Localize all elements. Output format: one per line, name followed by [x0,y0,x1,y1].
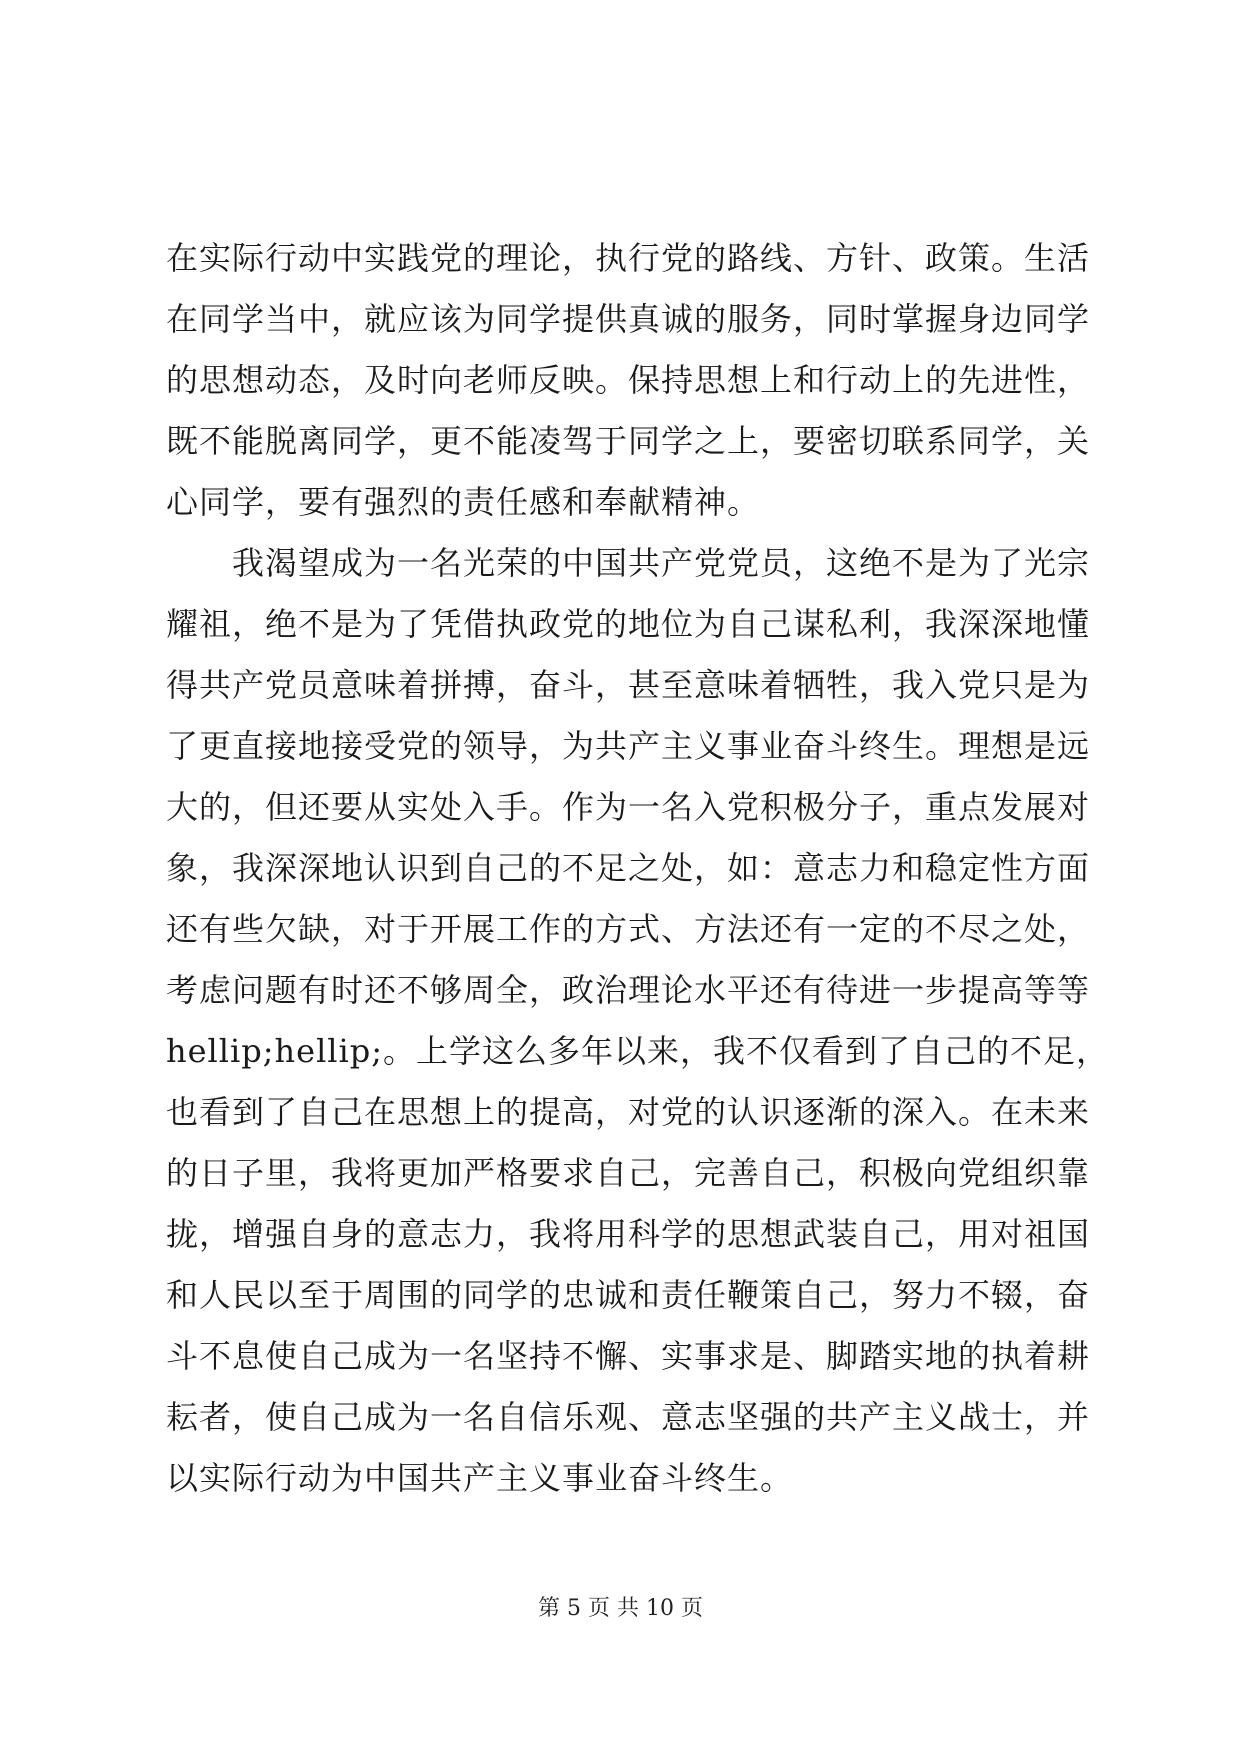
text-line: 得共产党员意味着拼搏，奋斗，甚至意味着牺牲，我入党只是为 [166,666,1091,704]
paragraph-2 [166,533,1110,1509]
text-line: 在同学当中，就应该为同学提供真诚的服务，同时掌握身边同学 [166,300,1091,338]
text-line: 的日子里，我将更加严格要求自己，完善自己，积极向党组织靠 [166,1154,1091,1192]
text-line: hellip;hellip;。上学这么多年以来，我不仅看到了自己的不足， [166,1032,1110,1070]
text-line: 大的，但还要从实处入手。作为一名入党积极分子，重点发展对 [166,788,1091,826]
text-line: 考虑问题有时还不够周全，政治理论水平还有待进一步提高等等 [166,971,1091,1009]
text-line: 耀祖，绝不是为了凭借执政党的地位为自己谋私利，我深深地懂 [166,605,1091,643]
text-line: 我渴望成为一名光荣的中国共产党党员，这绝不是为了光宗 [232,544,1091,582]
text-line: 斗不息使自己成为一名坚持不懈、实事求是、脚踏实地的执着耕 [166,1337,1091,1375]
text-line: 拢，增强自身的意志力，我将用科学的思想武装自己，用对祖国 [166,1215,1091,1253]
text-line: 也看到了自己在思想上的提高，对党的认识逐渐的深入。在未来 [166,1093,1091,1131]
text-line: 象，我深深地认识到自己的不足之处，如：意志力和稳定性方面 [166,849,1091,887]
text-line: 在实际行动中实践党的理论，执行党的路线、方针、政策。生活 [166,239,1091,277]
text-line: 耘者，使自己成为一名自信乐观、意志坚强的共产主义战士，并 [166,1398,1091,1436]
text-line: 了更直接地接受党的领导，为共产主义事业奋斗终生。理想是远 [166,727,1091,765]
paragraph-1 [166,228,1091,533]
text-line: 以实际行动为中国共产主义事业奋斗终生。 [166,1459,794,1497]
text-line: 和人民以至于周围的同学的忠诚和责任鞭策自己，努力不辍，奋 [166,1276,1091,1314]
text-line: 心同学，要有强烈的责任感和奉献精神。 [166,483,761,521]
text-line: 还有些欠缺，对于开展工作的方式、方法还有一定的不尽之处， [166,910,1091,948]
text-line: 的思想动态，及时向老师反映。保持思想上和行动上的先进性， [166,361,1091,399]
text-line: 既不能脱离同学，更不能凌驾于同学之上，要密切联系同学，关 [166,422,1091,460]
document-body [166,228,1110,1509]
page-number-footer: 第 5 页 共 10 页 [538,1596,703,1621]
